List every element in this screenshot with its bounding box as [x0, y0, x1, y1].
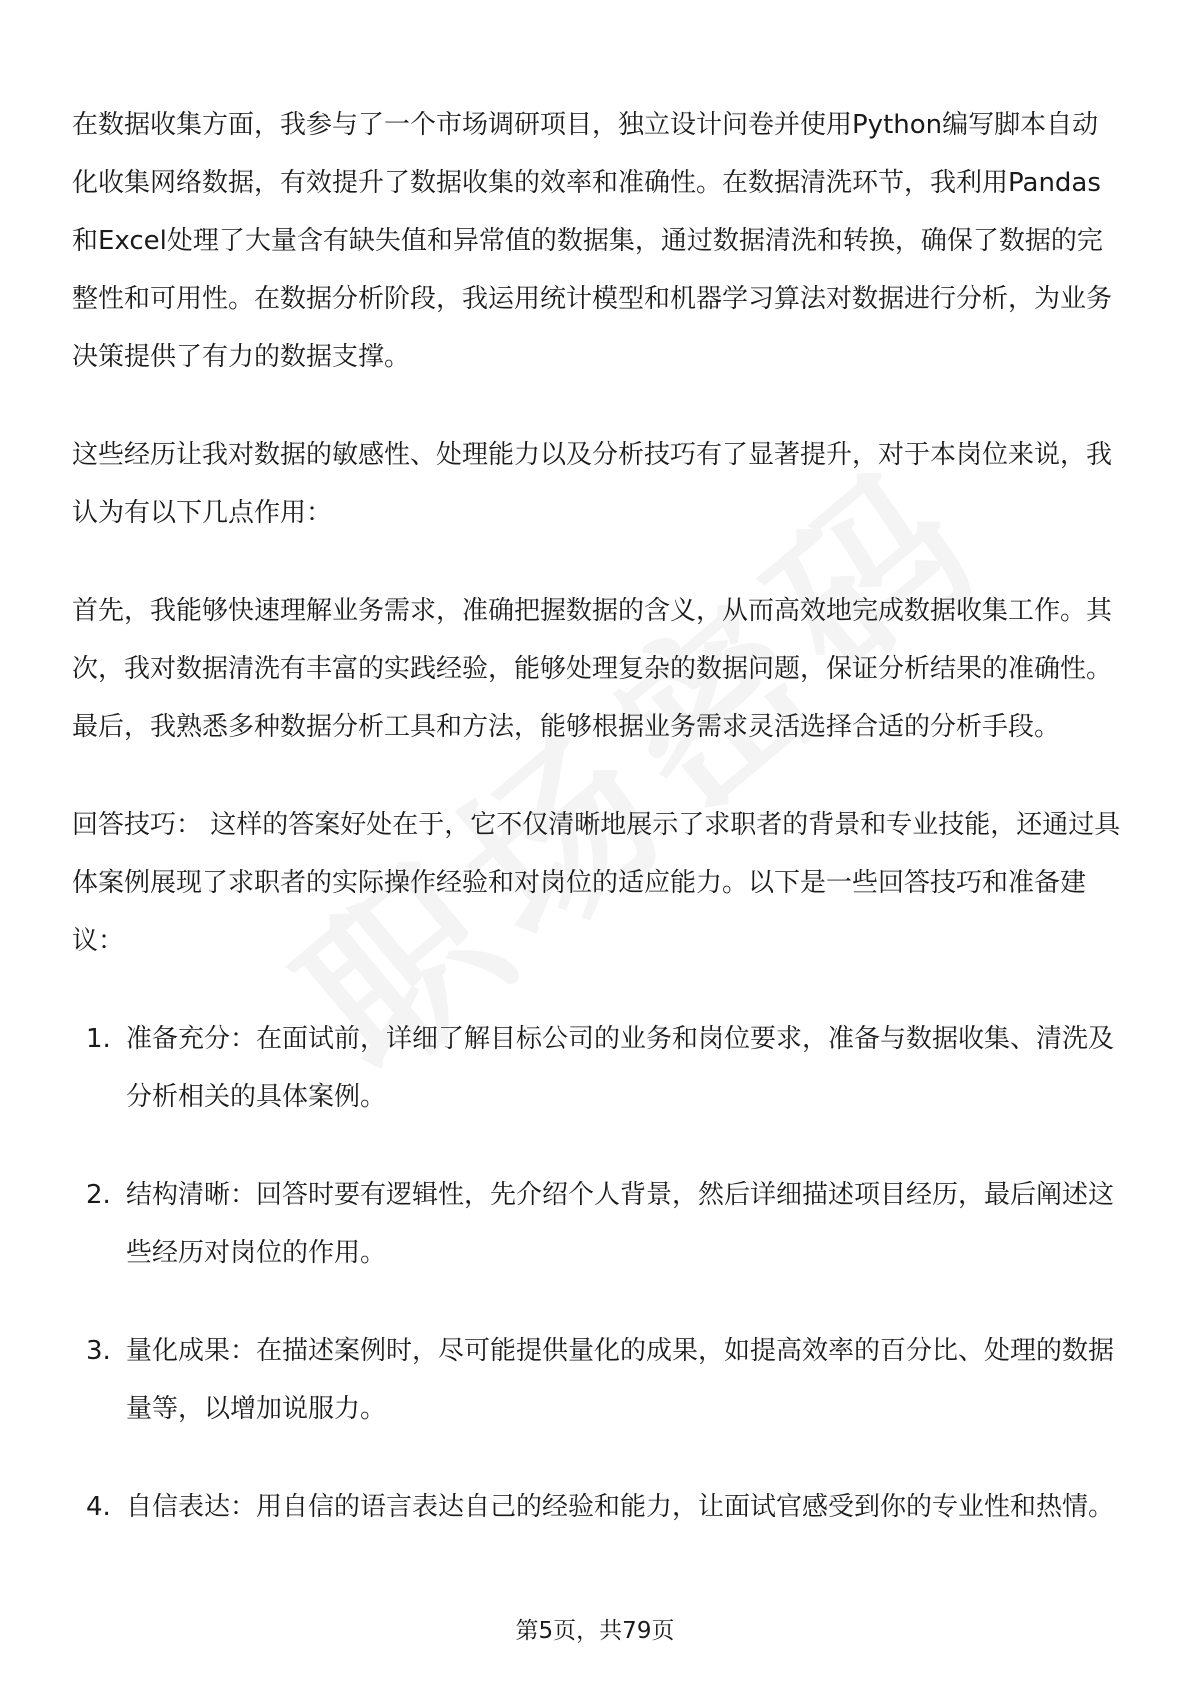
list-item — [72, 1322, 1122, 1438]
list-item-text: 准备充分：在面试前，详细了解目标公司的业务和岗位要求，准备与数据收集、清洗及分析相关的具体案例。 — [126, 1024, 1115, 1112]
list-item-text: 量化成果：在描述案例时，尽可能提供量化的成果，如提高效率的百分比、处理的数据量等，以增加说服力。 — [126, 1336, 1115, 1424]
list-item-number: 1. — [86, 1024, 111, 1054]
list-item-text: 自信表达：用自信的语言表达自己的经验和能力，让面试官感受到你的专业性和热情。 — [126, 1492, 1115, 1522]
paragraph-experience-effect: 这些经历让我对数据的敏感性、处理能力以及分析技巧有了显著提升，对于本岗位来说，我认为有以下几点作用： — [72, 440, 1113, 528]
list-item-number: 2. — [86, 1180, 111, 1210]
paragraph-answer-tips: 回答技巧： 这样的答案好处在于，它不仅清晰地展示了求职者的背景和专业技能，还通过具体案例展现了求职者的实际操作经验和对岗位的适应能力。以下是一些回答技巧和准备建议： — [72, 810, 1121, 956]
document-body — [72, 96, 1122, 1576]
list-item — [72, 1166, 1122, 1282]
tips-list — [72, 1010, 1122, 1536]
page-number: 第5页，共79页 — [515, 1618, 675, 1644]
list-item-number: 4. — [86, 1492, 111, 1522]
list-item — [72, 1010, 1122, 1126]
paragraph-role-benefits: 首先，我能够快速理解业务需求，准确把握数据的含义，从而高效地完成数据收集工作。其次，我对数据清洗有丰富的实践经验，能够处理复杂的数据问题，保证分析结果的准确性。最后，我熟悉多种数据分析工具和方法，能够根据业务需求灵活选择合适的分析手段。 — [72, 596, 1113, 742]
list-item-text: 结构清晰：回答时要有逻辑性，先介绍个人背景，然后详细描述项目经历，最后阐述这些经历对岗位的作用。 — [126, 1180, 1115, 1268]
list-item — [72, 1478, 1122, 1536]
paragraph-data-experience: 在数据收集方面，我参与了一个市场调研项目，独立设计问卷并使用Python编写脚本自动化收集网络数据，有效提升了数据收集的效率和准确性。在数据清洗环节，我利用Pandas和Excel处理了大量含有缺失值和异常值的数据集，通过数据清洗和转换，确保了数据的完整性和可用性。在数据分析阶段，我运用统计模型和机器学习算法对数据进行分析，为业务决策提供了有力的数据支撑。 — [72, 110, 1113, 372]
list-item-number: 3. — [86, 1336, 111, 1366]
